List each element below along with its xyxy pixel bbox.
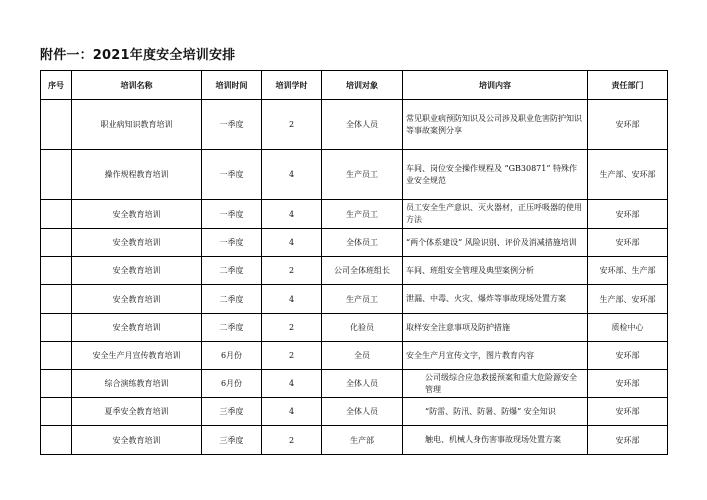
cell-time: 6月份: [202, 342, 262, 370]
cell-hours: 4: [262, 285, 322, 314]
header-time: 培训时间: [202, 71, 262, 100]
table-row: [41, 426, 668, 455]
cell-seq: [41, 398, 72, 426]
cell-seq: [41, 342, 72, 370]
table-row: [41, 314, 668, 342]
cell-time: 二季度: [202, 314, 262, 342]
cell-dept: 安环部: [588, 426, 668, 455]
cell-name: 安全教育培训: [72, 200, 202, 229]
cell-target: 生产部: [322, 426, 403, 455]
cell-target: 全员: [322, 342, 403, 370]
cell-content: 车间、班组安全管理及典型案例分析: [403, 257, 588, 285]
cell-time: 二季度: [202, 285, 262, 314]
header-seq: 序号: [41, 71, 72, 100]
header-row: [41, 71, 668, 100]
cell-dept: 安环部: [588, 100, 668, 150]
cell-seq: [41, 100, 72, 150]
cell-dept: 安环部: [588, 200, 668, 229]
cell-target: 全体人员: [322, 370, 403, 398]
cell-content: 员工安全生产意识、灭火器材，正压呼吸器的使用方法: [403, 200, 588, 229]
table-row: [41, 342, 668, 370]
cell-content: 车间、岗位安全操作规程及 “GB30871” 特殊作业安全规范: [403, 150, 588, 200]
cell-name: 安全教育培训: [72, 285, 202, 314]
cell-time: 三季度: [202, 426, 262, 455]
cell-content: 泄漏、中毒、火灾、爆炸等事故现场处置方案: [403, 285, 588, 314]
cell-name: 职业病知识教育培训: [72, 100, 202, 150]
table-row: [41, 257, 668, 285]
cell-target: 化验员: [322, 314, 403, 342]
cell-dept: 安环部: [588, 370, 668, 398]
cell-hours: 4: [262, 229, 322, 257]
cell-hours: 4: [262, 200, 322, 229]
cell-seq: [41, 200, 72, 229]
cell-seq: [41, 150, 72, 200]
cell-dept: 生产部、安环部: [588, 285, 668, 314]
cell-name: 安全教育培训: [72, 426, 202, 455]
cell-dept: 安环部: [588, 342, 668, 370]
cell-time: 三季度: [202, 398, 262, 426]
cell-time: 一季度: [202, 100, 262, 150]
header-name: 培训名称: [72, 71, 202, 100]
cell-seq: [41, 426, 72, 455]
cell-target: 生产员工: [322, 150, 403, 200]
table-row: [41, 398, 668, 426]
header-hours: 培训学时: [262, 71, 322, 100]
cell-hours: 2: [262, 314, 322, 342]
cell-hours: 2: [262, 426, 322, 455]
cell-dept: 质检中心: [588, 314, 668, 342]
cell-name: 安全教育培训: [72, 257, 202, 285]
table-row: [41, 150, 668, 200]
cell-target: 全体员工: [322, 229, 403, 257]
cell-name: 安全教育培训: [72, 229, 202, 257]
header-dept: 责任部门: [588, 71, 668, 100]
cell-hours: 4: [262, 398, 322, 426]
page-title: 附件一：2021年度安全培训安排: [40, 48, 236, 63]
cell-content: 触电、机械人身伤害事故现场处置方案: [403, 426, 588, 455]
cell-dept: 安环部: [588, 229, 668, 257]
cell-content: 公司级综合应急救援预案和重大危险源安全管理: [403, 370, 588, 398]
cell-time: 一季度: [202, 200, 262, 229]
header-target: 培训对象: [322, 71, 403, 100]
cell-target: 全体人员: [322, 398, 403, 426]
cell-hours: 4: [262, 370, 322, 398]
cell-seq: [41, 257, 72, 285]
table-row: [41, 229, 668, 257]
training-schedule-table: [40, 70, 668, 455]
cell-content: 安全生产月宣传文字，图片教育内容: [403, 342, 588, 370]
cell-dept: 安环部、生产部: [588, 257, 668, 285]
cell-time: 二季度: [202, 257, 262, 285]
cell-dept: 安环部: [588, 398, 668, 426]
cell-name: 综合演练教育培训: [72, 370, 202, 398]
cell-dept: 生产部、安环部: [588, 150, 668, 200]
cell-target: 公司全体班组长: [322, 257, 403, 285]
cell-time: 一季度: [202, 150, 262, 200]
cell-time: 一季度: [202, 229, 262, 257]
cell-content: 常见职业病预防知识及公司涉及职业危害防护知识等事故案例分享: [403, 100, 588, 150]
cell-hours: 2: [262, 342, 322, 370]
cell-target: 全体人员: [322, 100, 403, 150]
cell-name: 夏季安全教育培训: [72, 398, 202, 426]
cell-seq: [41, 229, 72, 257]
cell-seq: [41, 314, 72, 342]
table-row: [41, 200, 668, 229]
cell-content: “两个体系建设” 风险识别、评价及消减措施培训: [403, 229, 588, 257]
table-row: [41, 370, 668, 398]
cell-target: 生产员工: [322, 285, 403, 314]
table-row: [41, 285, 668, 314]
cell-name: 安全教育培训: [72, 314, 202, 342]
cell-name: 操作规程教育培训: [72, 150, 202, 200]
cell-hours: 4: [262, 150, 322, 200]
cell-hours: 2: [262, 100, 322, 150]
cell-seq: [41, 370, 72, 398]
table-row: [41, 100, 668, 150]
cell-content: 取样安全注意事项及防护措施: [403, 314, 588, 342]
cell-seq: [41, 285, 72, 314]
header-content: 培训内容: [403, 71, 588, 100]
cell-content: “防雷、防汛、防暑、防爆” 安全知识: [403, 398, 588, 426]
cell-target: 生产员工: [322, 200, 403, 229]
cell-hours: 2: [262, 257, 322, 285]
cell-time: 6月份: [202, 370, 262, 398]
cell-name: 安全生产月宣传教育培训: [72, 342, 202, 370]
